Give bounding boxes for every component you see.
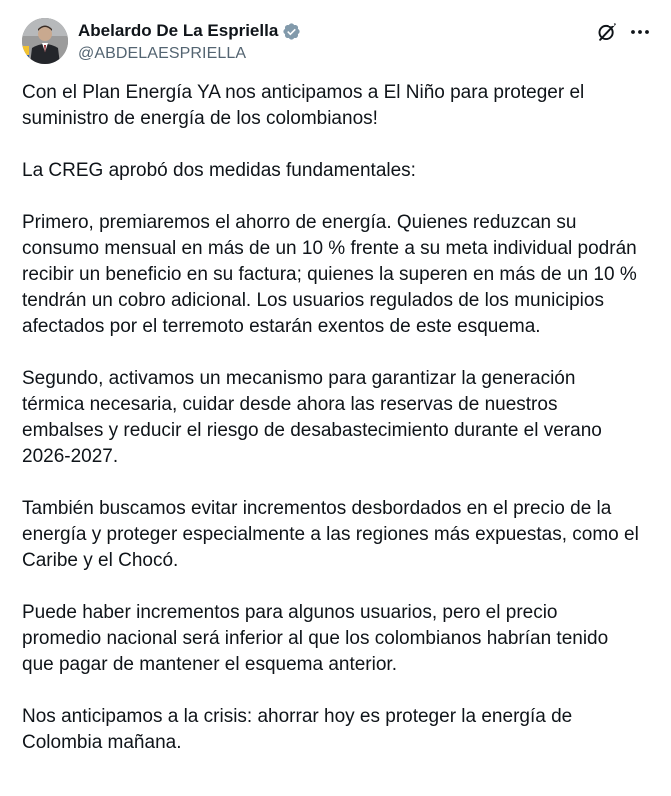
post-paragraph: Puede haber incrementos para algunos usuarios, pero el precio promedio nacional será inferior al que los colombianos habrían tenido que pagar de mantener el esquema anterior. [22,602,609,675]
more-options-icon[interactable] [628,21,652,43]
author-handle[interactable]: @ABDELAESPRIELLA [78,45,247,62]
post-header [22,16,652,68]
post-paragraph: La CREG aprobó dos medidas fundamentales: [22,160,416,181]
author-avatar[interactable] [22,18,68,64]
author-names [78,19,301,63]
post-paragraph: También buscamos evitar incrementos desbordados en el precio de la energía y proteger especialmente a las regiones más expuestas, como el Caribe y el Chocó. [22,498,639,571]
author-display-name[interactable]: Abelardo De La Espriella [78,21,279,40]
display-name-row [78,19,301,43]
post-paragraph: Con el Plan Energía YA nos anticipamos a El Niño para proteger el suministro de energía de los colombianos! [22,82,585,129]
post-paragraph: Nos anticipamos a la crisis: ahorrar hoy es proteger la energía de Colombia mañana. [22,706,573,753]
post-text [22,80,662,756]
post-paragraph: Segundo, activamos un mecanismo para garantizar la generación térmica necesaria, cuidar desde ahora las reservas de nuestros embalses y reducir el riesgo de desabastecimiento durante el verano 2026-2027. [22,368,602,467]
verified-badge-icon[interactable] [282,22,301,41]
grok-icon[interactable] [596,21,618,43]
avatar-photo [22,18,68,64]
post-paragraph: Primero, premiaremos el ahorro de energía. Quienes reduzcan su consumo mensual en más de un 10 % frente a su meta individual podrán recibir un beneficio en su factura; quienes la superen en más de un 10 % tendrán un cobro adicional. Los usuarios regulados de los municipios afectados por el terremoto estarán exentos de este esquema. [22,212,637,337]
